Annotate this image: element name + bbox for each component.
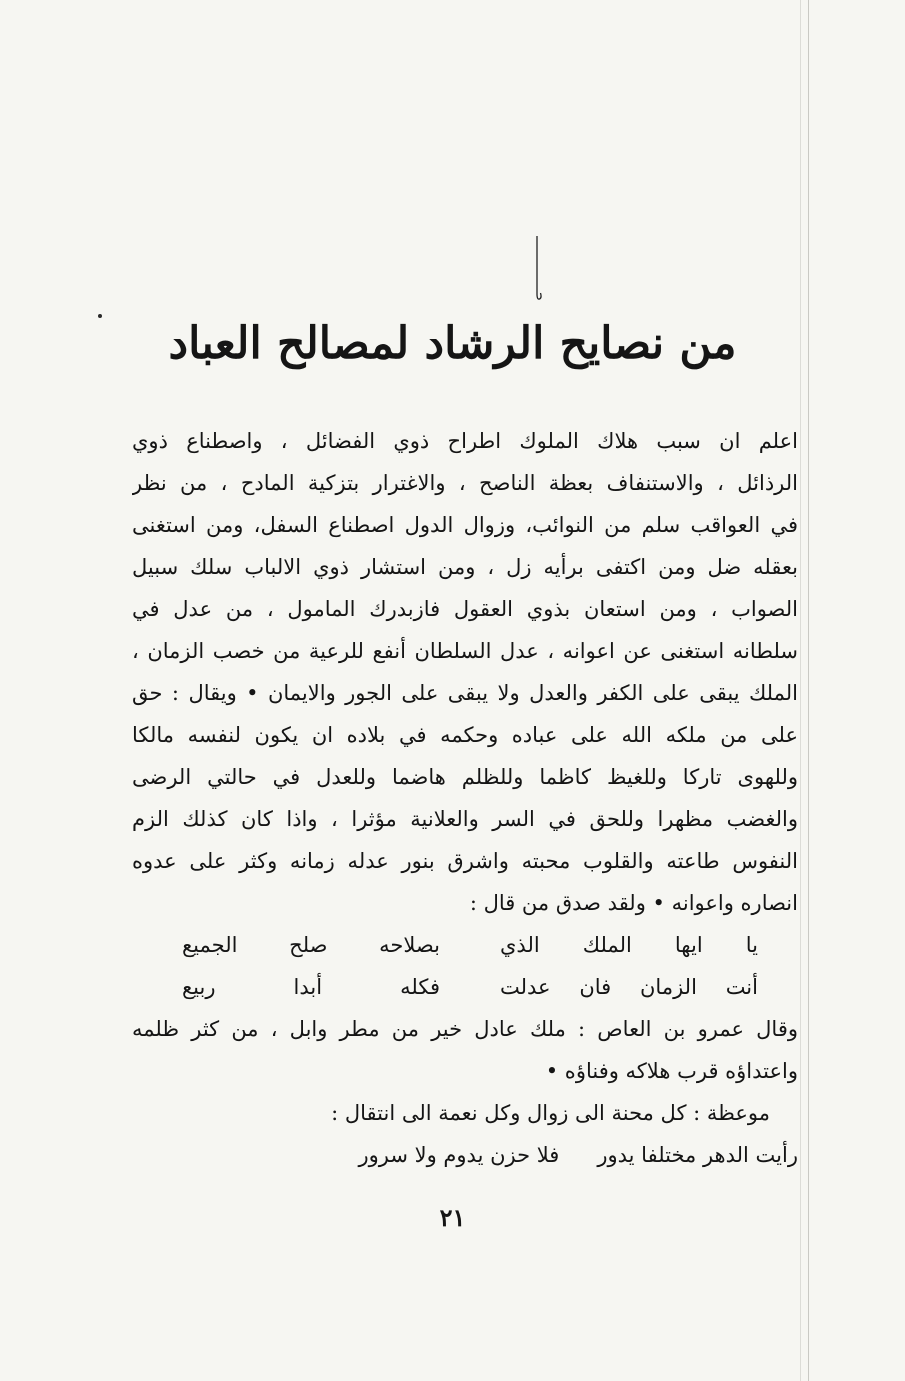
paragraph-line: بعقله ضل ومن اكتفى برأيه زل ، ومن استشار ذوي الالباب سلك سبيل (132, 555, 798, 579)
paragraph-line: النفوس طاعته والقلوب محبته واشرق بنور عدله زمانه وكثر على عدوه (132, 849, 798, 873)
paragraph-line: الرذائل ، والاستنفاف بعظة الناصح ، والاغترار بتزكية المادح ، من نظر (132, 471, 798, 495)
body-text (132, 420, 798, 1176)
paragraph-line: اعلم ان سبب هلاك الملوك اطراح ذوي الفضائل ، واصطناع ذوي (132, 429, 798, 453)
paragraph-line: واعتداؤه قرب هلاكه وفناؤه • (545, 1059, 798, 1083)
paragraph-line: الصواب ، ومن استعان بذوي العقول فازبدرك المامول ، من عدل في (132, 597, 798, 621)
sermon-line: موعظة : كل محنة الى زوال وكل نعمة الى انتقال : (331, 1101, 770, 1125)
paragraph-line: الملك يبقى على الكفر والعدل ولا يبقى على الجور والايمان • ويقال : حق (132, 681, 798, 705)
poem-verse (132, 924, 798, 966)
paragraph-line: في العواقب سلم من النوائب، وزوال الدول اصطناع السفل، ومن استغنى (132, 513, 798, 537)
poem-verse (132, 1134, 798, 1176)
paragraph-line: وللهوى تاركا وللغيظ كاظما وللظلم هاضما وللعدل في حالتي الرضى (132, 765, 798, 789)
page-title: من نصايح الرشاد لمصالح العباد (168, 318, 737, 369)
verse-first-hemistich: يا ايها الملك الذي (500, 933, 758, 957)
verse-second-hemistich: فكله أبدا ربيع (182, 975, 440, 999)
verse-second-hemistich: بصلاحه صلح الجميع (182, 933, 440, 957)
verse-first-hemistich: رأيت الدهر مختلفا يدور (597, 1143, 798, 1167)
verse-first-hemistich: أنت الزمان فان عدلت (500, 975, 758, 999)
poem-verse (132, 966, 798, 1008)
paragraph-line: على من ملكه الله على عباده وحكمه في بلاده ان يكون لنفسه مالكا (132, 723, 798, 747)
paragraph-line: سلطانه استغنى عن اعوانه ، عدل السلطان أنفع للرعية من خصب الزمان ، (132, 639, 798, 663)
page-number: ٢١ (439, 1203, 466, 1232)
paragraph-line: والغضب مظهرا وللحق في السر والعلانية مؤثرا ، واذا كان كذلك الزم (132, 807, 798, 831)
page-edge-line (808, 0, 809, 1381)
paragraph-line: وقال عمرو بن العاص : ملك عادل خير من مطر وابل ، من كثر ظلمه (132, 1017, 798, 1041)
paragraph-line: انصاره واعوانه • ولقد صدق من قال : (469, 891, 798, 915)
verse-second-hemistich: فلا حزن يدوم ولا سرور (358, 1143, 560, 1167)
page-edge-line (800, 0, 801, 1381)
hook-ornament-icon (534, 236, 542, 302)
